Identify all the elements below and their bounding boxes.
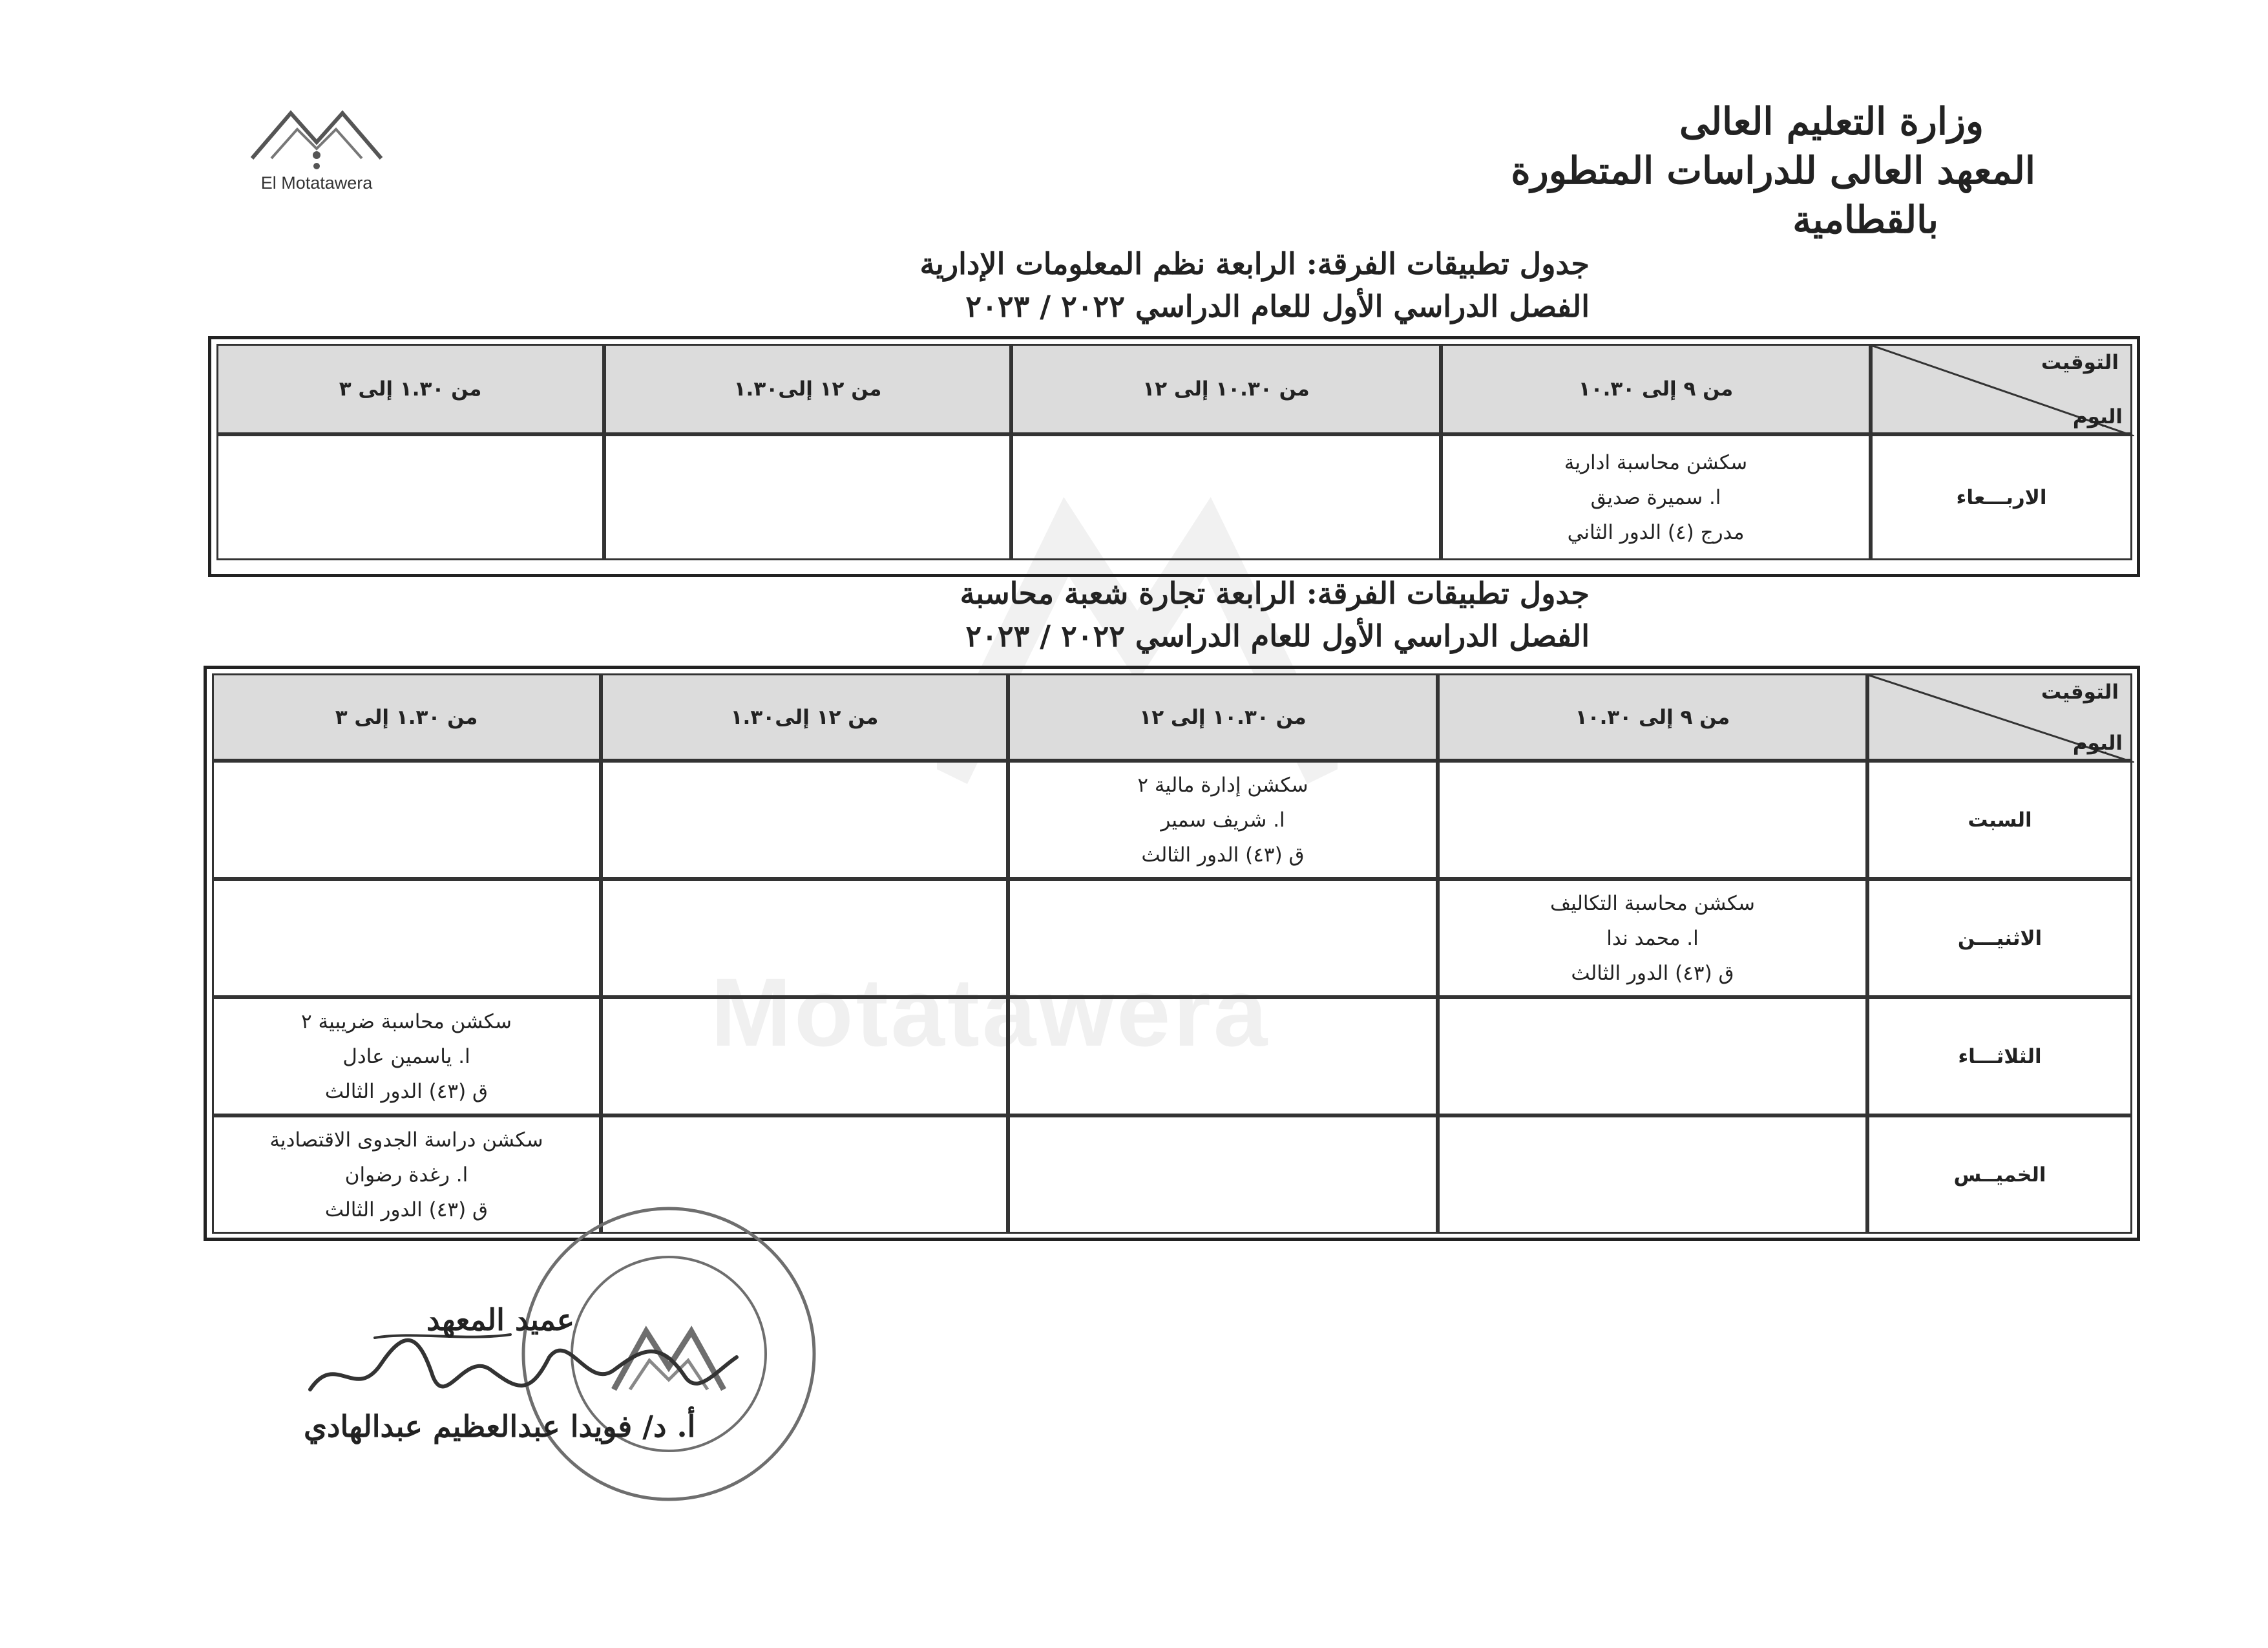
- room-location: ق (٤٣) الدور الثالث: [1571, 961, 1734, 985]
- ministry-line-2: المعهد العالى للدراسات المتطورة: [1511, 149, 2035, 193]
- time-slot-header: من ١٠.٣٠ إلى ١٢: [1011, 344, 1441, 434]
- schedule-cell: [212, 761, 601, 879]
- day-cell: الثلاثـــاء: [1867, 997, 2132, 1115]
- time-slot-header: من ١.٣٠ إلى ٣: [216, 344, 604, 434]
- schedule1-title-line1: جدول تطبيقات الفرقة: الرابعة نظم المعلومات الإدارية: [919, 246, 1590, 281]
- schedule-cell: [1438, 879, 1867, 997]
- corner-day-label: اليوم: [2072, 405, 2123, 428]
- schedule1-title-line2: الفصل الدراسي الأول للعام الدراسي ٢٠٢٢ / ٢٠٢٣: [965, 289, 1590, 324]
- ministry-line-1: وزارة التعليم العالى: [1679, 100, 1984, 143]
- schedule2-title: [620, 572, 1590, 657]
- schedule-cell: [1008, 879, 1438, 997]
- day-cell: الاربـــعاء: [1871, 434, 2132, 560]
- schedule-cell: [601, 997, 1008, 1115]
- day-cell: الخميــس: [1867, 1115, 2132, 1234]
- schedule-cell: [1008, 761, 1438, 879]
- instructor-name: ا. شريف سمير: [1160, 808, 1285, 832]
- instructor-name: ا. رغدة رضوان: [344, 1163, 468, 1187]
- schedule-cell: [601, 879, 1008, 997]
- time-slot-header: من ٩ إلى ١٠.٣٠: [1441, 344, 1871, 434]
- dean-title: عميد المعهد: [426, 1302, 575, 1337]
- instructor-name: ا. سميرة صديق: [1590, 485, 1721, 509]
- room-location: مدرج (٤) الدور الثاني: [1567, 520, 1745, 544]
- schedule-cell: [1438, 761, 1867, 879]
- day-cell: الاثنيـــن: [1867, 879, 2132, 997]
- time-slot-header: من ١٠.٣٠ إلى ١٢: [1008, 673, 1438, 761]
- course-name: سكشن محاسبة التكاليف: [1550, 891, 1755, 915]
- schedule-cell: [1008, 1115, 1438, 1234]
- day-cell: السبت: [1867, 761, 2132, 879]
- dean-name: أ. د/ فويدا عبدالعظيم عبدالهادي: [304, 1409, 696, 1444]
- schedule-cell: [212, 997, 601, 1115]
- schedule-cell: [1438, 1115, 1867, 1234]
- schedule2-title-line2: الفصل الدراسي الأول للعام الدراسي ٢٠٢٢ / ٢٠٢٣: [965, 618, 1590, 653]
- logo-name: El Motatawera: [260, 173, 373, 193]
- schedule2-table: [212, 673, 2132, 1234]
- time-slot-header: من ١٢ إلى١.٣٠: [601, 673, 1008, 761]
- schedule-cell: [1438, 997, 1867, 1115]
- schedule-cell: [1011, 434, 1441, 560]
- schedule-cell: [1008, 997, 1438, 1115]
- course-name: سكشن إدارة مالية ٢: [1137, 773, 1308, 797]
- schedule1-table: [216, 344, 2132, 560]
- course-name: سكشن محاسبة ضريبية ٢: [301, 1009, 512, 1033]
- schedule-cell: [604, 434, 1011, 560]
- schedule-cell: [601, 761, 1008, 879]
- ministry-header: [1454, 97, 2035, 244]
- schedule-cell: [1441, 434, 1871, 560]
- room-location: ق (٤٣) الدور الثالث: [1141, 843, 1305, 867]
- ministry-line-3: بالقطامية: [1792, 198, 1938, 242]
- course-name: سكشن محاسبة ادارية: [1564, 450, 1748, 474]
- corner-day-label: اليوم: [2072, 732, 2123, 755]
- schedule2-title-line1: جدول تطبيقات الفرقة: الرابعة تجارة شعبة محاسبة: [960, 576, 1590, 611]
- corner-time-label: التوقيت: [2041, 351, 2119, 374]
- instructor-name: ا. محمد ندا: [1606, 926, 1699, 950]
- instructor-name: ا. ياسمين عادل: [342, 1044, 470, 1068]
- watermark-text: Motatawera: [711, 958, 1270, 1066]
- schedule-cell: [216, 434, 604, 560]
- institute-logo: [246, 94, 394, 174]
- schedule-cell: [212, 879, 601, 997]
- schedule2-corner-cell: [1867, 673, 2132, 761]
- corner-time-label: التوقيت: [2041, 681, 2119, 704]
- time-slot-header: من ١٢ إلى١.٣٠: [604, 344, 1011, 434]
- room-location: ق (٤٣) الدور الثالث: [324, 1079, 488, 1103]
- schedule1-corner-cell: [1871, 344, 2132, 434]
- course-name: سكشن دراسة الجدوى الاقتصادية: [269, 1128, 543, 1152]
- time-slot-header: من ١.٣٠ إلى ٣: [212, 673, 601, 761]
- schedule1-title: [620, 242, 1590, 328]
- room-location: ق (٤٣) الدور الثالث: [324, 1198, 488, 1221]
- time-slot-header: من ٩ إلى ١٠.٣٠: [1438, 673, 1867, 761]
